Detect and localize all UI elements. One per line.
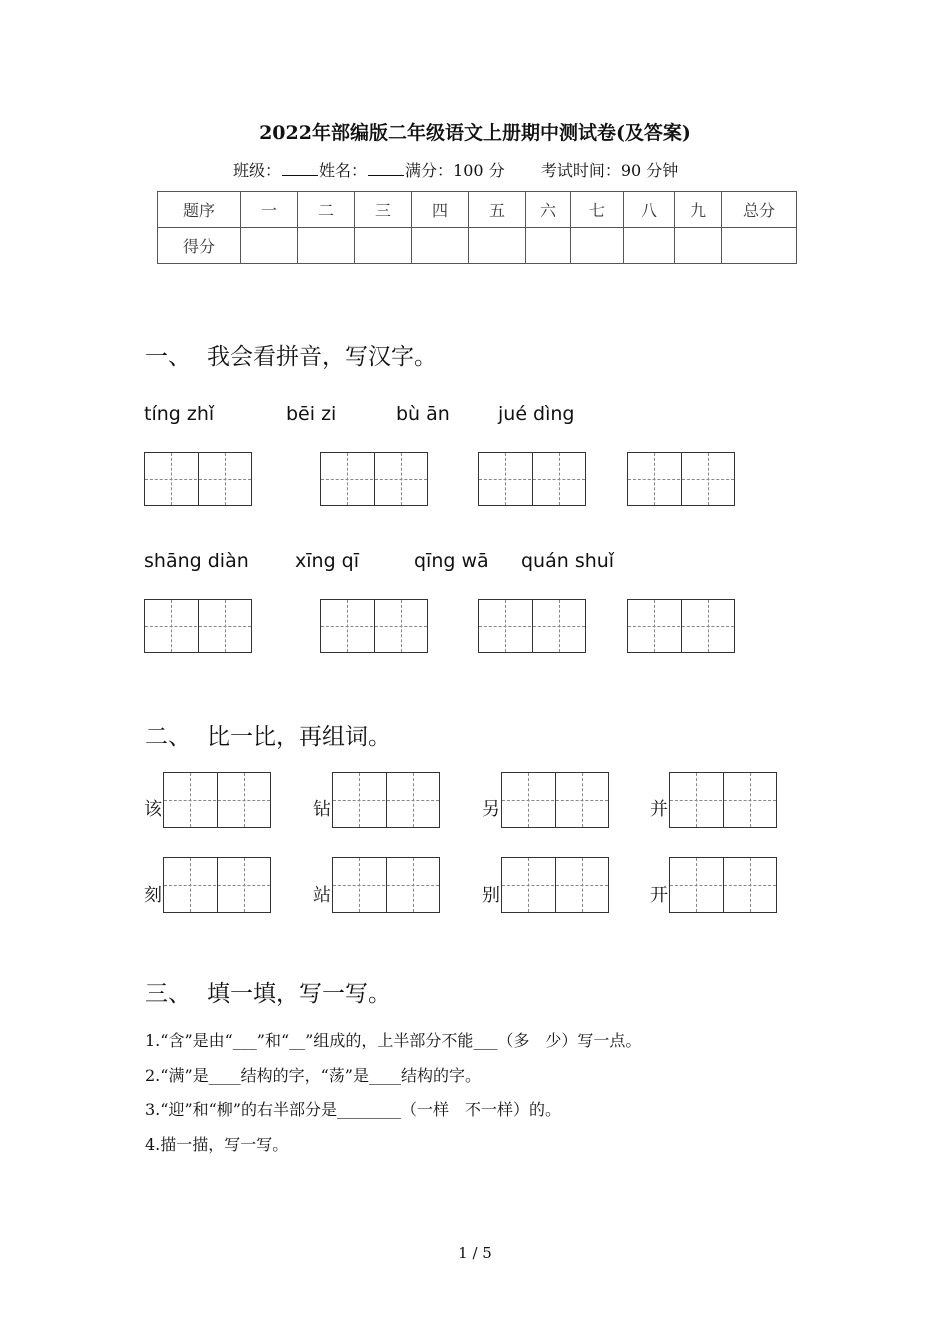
exam-time: 考试时间：90 分钟	[540, 161, 679, 180]
class-blank	[282, 161, 318, 176]
writing-grid[interactable]	[163, 772, 271, 828]
score-cell[interactable]	[722, 228, 797, 264]
section-1-heading	[145, 338, 437, 371]
writing-grid[interactable]	[163, 857, 271, 913]
table-cell: 七	[571, 192, 624, 228]
compare-character: 刻	[144, 885, 162, 906]
name-label: 姓名：	[319, 161, 368, 180]
pinyin-label: bēi zi	[286, 403, 337, 425]
pinyin-label: bù ān	[396, 403, 450, 425]
score-table-score-row	[158, 228, 797, 264]
question-4: 4.描一描，写一写。	[145, 1135, 289, 1154]
table-cell: 题序	[158, 192, 241, 228]
question-1: 1.“含”是由“___”和“__”组成的，上半部分不能___（多 少）写一点。	[145, 1031, 642, 1050]
writing-grid[interactable]	[332, 857, 440, 913]
compare-character: 钻	[313, 799, 331, 820]
compare-character: 别	[482, 885, 500, 906]
score-cell[interactable]	[469, 228, 526, 264]
exam-title: 2022年部编版二年级语文上册期中测试卷(及答案)	[259, 122, 691, 144]
writing-grid[interactable]	[332, 772, 440, 828]
score-cell[interactable]	[241, 228, 298, 264]
compare-character: 该	[144, 799, 162, 820]
exam-info-line	[233, 158, 678, 181]
table-cell: 四	[412, 192, 469, 228]
score-cell[interactable]	[298, 228, 355, 264]
compare-character: 并	[650, 799, 668, 820]
pinyin-label: quán shuǐ	[521, 550, 615, 572]
writing-grid[interactable]	[320, 452, 428, 506]
writing-grid[interactable]	[669, 772, 777, 828]
section-number: 三、	[145, 981, 191, 1007]
pinyin-label: shāng diàn	[144, 550, 249, 572]
score-cell[interactable]	[355, 228, 412, 264]
section-title: 比一比，再组词。	[207, 724, 391, 750]
writing-grid[interactable]	[501, 772, 609, 828]
score-cell[interactable]	[571, 228, 624, 264]
writing-grid[interactable]	[144, 452, 252, 506]
table-cell: 得分	[158, 228, 241, 264]
compare-character: 站	[313, 885, 331, 906]
score-cell[interactable]	[624, 228, 675, 264]
writing-grid[interactable]	[320, 599, 428, 653]
full-score: 满分：100 分	[405, 161, 505, 180]
pinyin-label: xīng qī	[295, 550, 360, 572]
table-cell: 二	[298, 192, 355, 228]
section-3-heading	[145, 975, 391, 1008]
section-title: 填一填，写一写。	[207, 981, 391, 1007]
page-number: 1 / 5	[458, 1244, 492, 1262]
pinyin-label: qīng wā	[414, 550, 489, 572]
name-blank	[368, 161, 404, 176]
writing-grid[interactable]	[478, 452, 586, 506]
compare-character: 开	[650, 885, 668, 906]
table-cell: 五	[469, 192, 526, 228]
score-cell[interactable]	[675, 228, 722, 264]
table-cell: 一	[241, 192, 298, 228]
table-cell: 总分	[722, 192, 797, 228]
section-number: 一、	[145, 344, 191, 370]
score-cell[interactable]	[412, 228, 469, 264]
table-cell: 八	[624, 192, 675, 228]
section-number: 二、	[145, 724, 191, 750]
score-cell[interactable]	[526, 228, 571, 264]
writing-grid[interactable]	[478, 599, 586, 653]
score-table-header-row	[158, 192, 797, 228]
score-table	[157, 191, 797, 264]
class-label: 班级：	[233, 161, 282, 180]
question-2: 2.“满”是____结构的字，“荡”是____结构的字。	[145, 1066, 481, 1085]
section-2-heading	[145, 718, 391, 751]
question-3: 3.“迎”和“柳”的右半部分是________（一样 不一样）的。	[145, 1100, 561, 1119]
compare-character: 另	[482, 799, 500, 820]
section-title: 我会看拼音，写汉字。	[207, 344, 437, 370]
writing-grid[interactable]	[501, 857, 609, 913]
writing-grid[interactable]	[627, 599, 735, 653]
table-cell: 三	[355, 192, 412, 228]
pinyin-label: tíng zhǐ	[144, 403, 215, 425]
pinyin-label: jué dìng	[498, 403, 575, 425]
writing-grid[interactable]	[669, 857, 777, 913]
table-cell: 九	[675, 192, 722, 228]
table-cell: 六	[526, 192, 571, 228]
writing-grid[interactable]	[627, 452, 735, 506]
writing-grid[interactable]	[144, 599, 252, 653]
